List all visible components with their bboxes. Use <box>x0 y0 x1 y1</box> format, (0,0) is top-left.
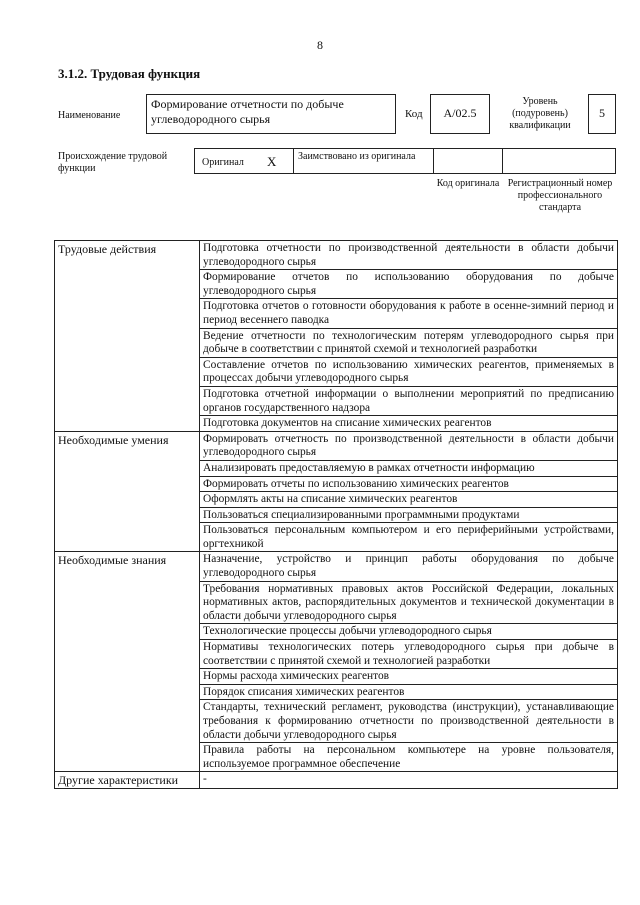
name-label: Наименование <box>58 110 121 121</box>
name-value-box <box>146 94 396 134</box>
list-item: Порядок списания химических реагентов <box>200 685 617 701</box>
list-item: Технологические процессы добычи углеводородного сырья <box>200 624 617 640</box>
list-item: Формировать отчетность по производственной деятельности в области добычи углеводородного сырья <box>200 432 617 461</box>
list-item: Назначение, устройство и принцип работы оборудования по добыче углеводородного сырья <box>200 552 617 581</box>
original-label: Оригинал <box>202 157 244 168</box>
reg-caption: Регистрационный номер профессионального стандарта <box>507 178 613 213</box>
list-item: Подготовка отчетов о готовности оборудования к работе в осенне-зимний период и период весеннего паводка <box>200 299 617 328</box>
level-value-box <box>588 94 616 134</box>
list-item: Составление отчетов по использованию химических реагентов, применяемых в процессах добычи углеводородного сырья <box>200 358 617 387</box>
borrowed-label: Заимствовано из оригинала <box>298 151 416 162</box>
level-label: Уровень (подуровень) квалификации <box>509 96 571 131</box>
list-item: Пользоваться специализированными программными продуктами <box>200 508 617 524</box>
table-row <box>55 772 618 789</box>
list-item: Стандарты, технический регламент, руководства (инструкции), устанавливающие требования к формированию отчетности по производственной деятельности в области добычи углеводородного сырья <box>200 700 617 743</box>
page-number: 8 <box>317 38 323 52</box>
items-cell <box>200 772 618 789</box>
borrowed-cell <box>293 148 434 174</box>
origin-label: Происхождение трудовой функции <box>58 151 168 174</box>
code-value-box <box>430 94 490 134</box>
list-item: Нормативы технологических потерь углеводородного сырья при добыче в соответствии с принятой схемой и технологией разработки <box>200 640 617 669</box>
list-item: Формирование отчетов по использованию оборудования по добыче углеводородного сырья <box>200 270 617 299</box>
original-mark: X <box>267 154 277 169</box>
items-cell <box>200 552 618 772</box>
original-cell <box>194 148 294 174</box>
category-cell: Необходимые знания <box>55 552 200 772</box>
list-item: Требования нормативных правовых актов Российской Федерации, локальных нормативных актов, распорядительных документов и технической документации в области добычи углеводородного сырья <box>200 582 617 625</box>
list-item: Формировать отчеты по использованию химических реагентов <box>200 477 617 493</box>
list-item: Ведение отчетности по технологическим потерям углеводородного сырья при добыче в соответствии с принятой схемой и технологией разработки <box>200 329 617 358</box>
table-row <box>55 431 618 552</box>
list-item: Пользоваться персональным компьютером и его периферийными устройствами, оргтехникой <box>203 524 614 550</box>
code-value: А/02.5 <box>443 106 477 120</box>
section-title: 3.1.2. Трудовая функция <box>58 66 201 81</box>
list-item: - <box>203 773 207 786</box>
origin-code-cell <box>433 148 503 174</box>
list-item: Оформлять акты на списание химических реагентов <box>200 492 617 508</box>
list-item: Анализировать предоставляемую в рамках отчетности информацию <box>200 461 617 477</box>
category-cell: Трудовые действия <box>55 241 200 432</box>
code-caption: Код оригинала <box>436 178 500 189</box>
category-cell: Необходимые умения <box>55 431 200 552</box>
category-cell: Другие характеристики <box>55 772 200 789</box>
reg-number-cell <box>502 148 616 174</box>
list-item: Подготовка документов на списание химических реагентов <box>203 417 492 430</box>
code-label: Код <box>405 108 423 120</box>
list-item: Подготовка отчетной информации о выполнении мероприятий по предписанию органов государственного надзора <box>200 387 617 416</box>
name-value: Формирование отчетности по добыче углеводородного сырья <box>151 97 344 126</box>
list-item: Нормы расхода химических реагентов <box>200 669 617 685</box>
items-cell <box>200 241 618 432</box>
list-item: Правила работы на персональном компьютере на уровне пользователя, используемое программное обеспечение <box>203 744 614 770</box>
table-row <box>55 552 618 772</box>
table-row <box>55 241 618 432</box>
level-value: 5 <box>599 106 605 120</box>
function-table <box>54 240 618 789</box>
list-item: Подготовка отчетности по производственной деятельности в области добычи углеводородного сырья <box>200 241 617 270</box>
items-cell <box>200 431 618 552</box>
